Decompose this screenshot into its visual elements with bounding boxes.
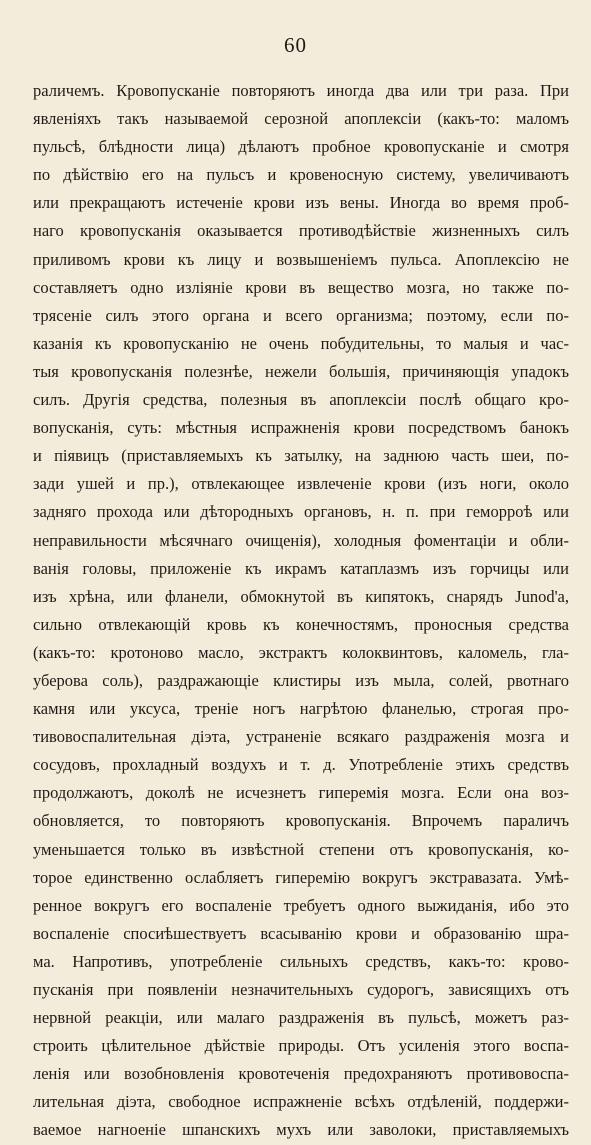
text-line: торое единственно ослабляетъ гиперемію вокругъ экстравазата. Умѣ-	[33, 867, 569, 887]
text-line: и піявицъ (приставляемыхъ къ затылку, на заднюю часть шеи, по-	[33, 446, 569, 466]
text-line: (какъ-то: кротоново масло, экстрактъ колоквинтовъ, каломель, гла-	[33, 642, 569, 662]
text-line: сильно отвлекающій кровь къ конечностямъ, проносныя средства	[33, 614, 569, 634]
text-line: вопусканія, суть: мѣстныя испражненія крови посредствомъ банокъ	[33, 418, 569, 438]
text-line: обновляется, то повторяютъ кровопусканія. Впрочемъ параличъ	[33, 811, 569, 831]
text-line: неправильности мѣсячнаго очищенія), холодныя фоментаціи и обли-	[33, 530, 569, 550]
text-line: казанія къ кровопусканію не очень побудительны, то малыя и час-	[33, 333, 569, 353]
body-text	[33, 77, 569, 1145]
text-line: силъ. Другія средства, полезныя въ апоплексіи послѣ общаго кро-	[33, 390, 569, 410]
text-line: явленіяхъ такъ называемой серозной апоплексіи (какъ-то: маломъ	[33, 109, 569, 129]
text-line: тивовоспалительная діэта, устраненіе всякаго раздраженія мозга и	[33, 727, 569, 747]
text-line: лительная діэта, свободное испражненіе всѣхъ отдѣленій, поддержи-	[33, 1092, 569, 1112]
text-line: ванія головы, приложеніе къ икрамъ катаплазмъ изъ горчицы или	[33, 558, 569, 578]
text-line: воспаленіе спосиѣшествуетъ всасыванію крови и образованію шра-	[33, 923, 569, 943]
text-line: ренное вокругъ его воспаленіе требуетъ одного выжиданія, ибо это	[33, 895, 569, 915]
text-line: приливомъ крови къ лицу и возвышеніемъ пульса. Апоплексію не	[33, 249, 569, 269]
text-line: уменьшается только въ извѣстной степени отъ кровопусканія, ко-	[33, 839, 569, 859]
text-line: ма. Напротивъ, употребленіе сильныхъ средствъ, какъ-то: крово-	[33, 951, 569, 971]
page-number: 60	[284, 33, 307, 57]
text-line: уберова соль), раздражающіе клистиры изъ мыла, солей, рвотнаго	[33, 670, 569, 690]
text-line: задняго прохода или дѣтородныхъ органовъ, н. п. при геморроѣ или	[33, 502, 569, 522]
text-line: зади ушей и пр.), отвлекающее извлеченіе крови (изъ ноги, около	[33, 474, 569, 494]
text-line: составляетъ одно изліяніе крови въ вещество мозга, но также по-	[33, 277, 569, 297]
text-line: камня или уксуса, треніе ногъ нагрѣтою фланелью, строгая про-	[33, 699, 569, 719]
text-line: продолжаютъ, доколѣ не исчезнетъ гиперемія мозга. Если она воз-	[33, 783, 569, 803]
text-line: ваемое нагноеніе шпанскихъ мухъ или заволоки, приставляемыхъ	[33, 1120, 569, 1140]
text-line: тыя кровопусканія полезнѣе, нежели большія, причиняющія упадокъ	[33, 361, 569, 381]
text-line: строить цѣлительное дѣйствіе природы. Отъ усиленія этого воспа-	[33, 1036, 569, 1056]
text-line: пульсѣ, блѣдности лица) дѣлаютъ пробное кровопусканіе и смотря	[33, 137, 569, 157]
text-line: трясеніе силъ этого органа и всего организма; поэтому, если по-	[33, 305, 569, 325]
text-line: пусканія при появленіи незначительныхъ судорогъ, зависящихъ отъ	[33, 980, 569, 999]
text-line: или прекращаютъ истеченіе крови изъ вены. Иногда во время проб-	[33, 193, 569, 213]
text-line: ленія или возобновленія кровотеченія предохраняютъ противовоспа-	[33, 1064, 569, 1084]
text-line: наго кровопусканія оказывается противодѣйствіе жизненныхъ силъ	[33, 221, 569, 241]
text-line: нервной реакціи, или малаго раздраженія въ пульсѣ, можетъ раз-	[33, 1008, 569, 1028]
text-line: по дѣйствію его на пульсъ и кровеносную систему, увеличиваютъ	[33, 165, 569, 185]
text-line: сосудовъ, прохладный воздухъ и т. д. Употребленіе этихъ средствъ	[33, 755, 569, 775]
text-line: раличемъ. Кровопусканіе повторяютъ иногда два или три раза. При	[33, 81, 569, 100]
text-line: изъ хрѣна, или фланели, обмокнутой въ кипятокъ, снарядъ Junod'а,	[33, 586, 569, 606]
